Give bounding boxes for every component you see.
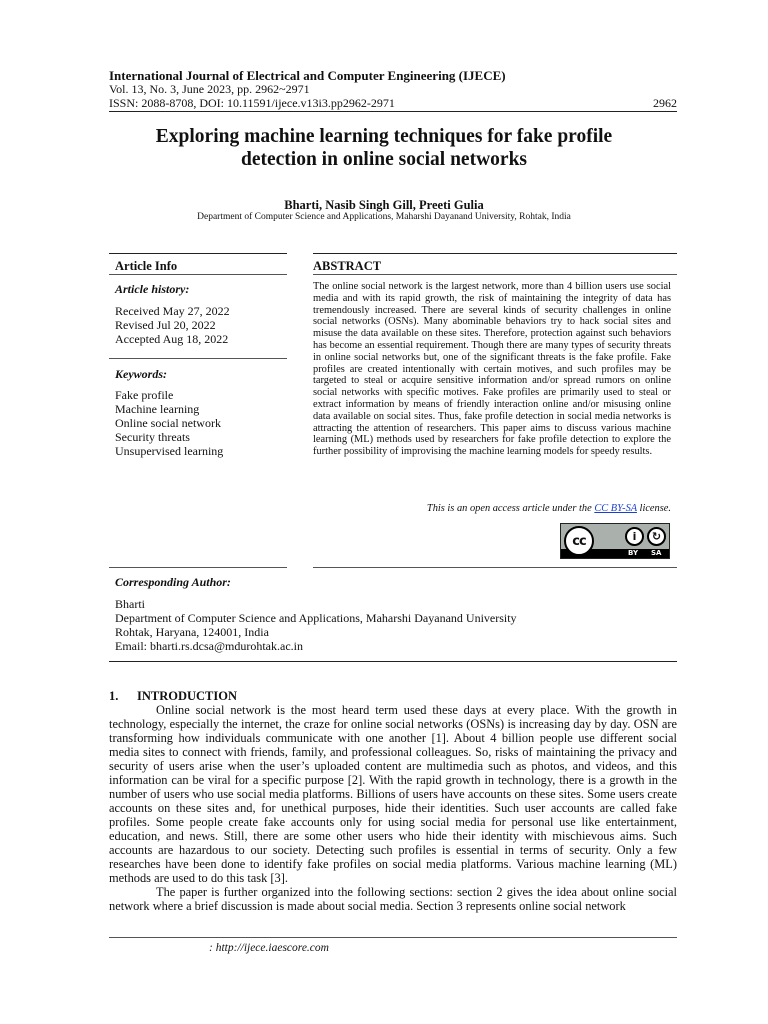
introduction-paragraph-1: Online social network is the most heard term used these days at every place. With the growth in technology, especially the internet, the craze for online social networks (OSNs) is increasing day by day. OSN are transforming how individuals communicate with one another [1]. About 4 billion people use different social media sites to connect with friends, family, and professional colleagues. So, risks of maintaining the privacy and security of users arise when the user’s uploaded content are multimedia such as photos, and videos, and this information can be viral for a specific purpose [2]. With the rapid growth in technology, there is a growth in the number of users who use social media platforms. Billions of users have accounts on these sites. Some users create accounts on these sites and, for unethical purposes, hide their identities. Such user accounts are called fake profiles. Some people create fake accounts only for using social media for personal use like entertainment, education, and news. Still, there are some other users who hide their identity with mischievous aims. Such accounts are hazardous to our society. Detecting such profiles is essential in terms of security. Only a few researches have been done to identify fake profiles on social media platforms. Various machine learning (ML) methods are used to do this task [3]. <box>109 703 677 885</box>
title-line-2: detection in online social networks <box>241 149 527 170</box>
corresponding-author-heading: Corresponding Author: <box>115 575 231 589</box>
keyword-item: Online social network <box>115 416 221 430</box>
corresponding-address: Rohtak, Haryana, 124001, India <box>115 625 269 639</box>
corresponding-department: Department of Computer Science and Applications, Maharshi Dayanand University <box>115 611 517 625</box>
abstract-bottom-rule <box>313 567 677 568</box>
footer-journal-url[interactable]: : http://ijece.iaescore.com <box>209 942 329 954</box>
article-info-top-rule <box>109 253 287 254</box>
corresponding-bottom-rule <box>109 661 677 662</box>
license-prefix: This is an open access article under the <box>426 503 595 514</box>
by-label: BY <box>628 549 639 557</box>
introduction-paragraph-2: The paper is further organized into the following sections: section 2 gives the idea about online social network where a brief discussion is made about social media. Section 3 represents online social network <box>109 885 677 913</box>
cc-by-sa-link[interactable]: CC BY-SA <box>594 503 637 514</box>
corresponding-email: Email: bharti.rs.dcsa@mdurohtak.ac.in <box>115 639 303 653</box>
section-heading-introduction: INTRODUCTION <box>137 689 238 703</box>
authors: Bharti, Nasib Singh Gill, Preeti Gulia <box>284 198 484 212</box>
keyword-item: Unsupervised learning <box>115 444 224 458</box>
keyword-item: Fake profile <box>115 388 174 402</box>
history-divider <box>109 358 287 359</box>
article-history-heading: Article history: <box>115 282 190 296</box>
creative-commons-icon: cc <box>564 526 594 556</box>
footer-rule <box>109 937 677 938</box>
corresponding-author-details <box>115 597 517 653</box>
history-accepted: Accepted Aug 18, 2022 <box>115 332 229 346</box>
abstract-top-rule <box>313 253 677 254</box>
keyword-item: Machine learning <box>115 402 200 416</box>
keywords-list <box>115 388 223 458</box>
license-line <box>313 503 671 514</box>
affiliation: Department of Computer Science and Applications, Maharshi Dayanand University, Rohtak, India <box>197 212 571 222</box>
header-rule <box>109 111 677 112</box>
article-history-list <box>115 304 230 346</box>
abstract-heading-rule <box>313 274 677 275</box>
article-info-heading-rule <box>109 274 287 275</box>
keywords-heading: Keywords: <box>115 367 167 381</box>
history-received: Received May 27, 2022 <box>115 304 230 318</box>
paper-title <box>100 125 668 171</box>
cc-by-sa-badge-icon[interactable] <box>560 523 670 559</box>
introduction-body <box>109 703 677 913</box>
article-info-bottom-rule <box>109 567 287 568</box>
keyword-item: Security threats <box>115 430 190 444</box>
license-suffix: license. <box>636 503 671 514</box>
abstract-text: The online social network is the largest network, more than 4 billion users use social media and with its rapid growth, the risk of maintaining the integrity of data has tremendously increased. There are several kinds of security challenges in online social networks (OSNs). Many abominable behaviors try to hack social sites and misuse the data available on these sites. Therefore, protection against such behaviors has become an essential requirement. Though there are many types of security threats in online social networks but, one of the significant threats is the fake profile. Fake profiles are created intentionally with certain motives, and such profiles may be targeted to steal or acquire sensitive information and/or spread rumors on online social networks with specific motives. Fake profiles are primarily used to steal or extract information by means of friendly interaction online and/or misusing online data available on social sites. Thus, fake profile detection in social media networks is attracting the attention of researchers. This paper aims to discuss various machine learning (ML) methods used by researchers for fake profile detection to explore the further possibility of improvising the machine learning models for speedy results. <box>313 281 671 458</box>
attribution-icon: i <box>625 527 644 546</box>
share-alike-icon: ↻ <box>647 527 666 546</box>
journal-issn-doi: ISSN: 2088-8708, DOI: 10.11591/ijece.v13i3.pp2962-2971 <box>109 96 395 110</box>
corresponding-name: Bharti <box>115 597 145 611</box>
journal-name: International Journal of Electrical and Computer Engineering (IJECE) <box>109 68 506 83</box>
page-number: 2962 <box>653 96 677 110</box>
section-number: 1. <box>109 689 119 703</box>
title-line-1: Exploring machine learning techniques for fake profile <box>155 126 613 147</box>
journal-volume: Vol. 13, No. 3, June 2023, pp. 2962~2971 <box>109 82 310 96</box>
history-revised: Revised Jul 20, 2022 <box>115 318 216 332</box>
abstract-heading: ABSTRACT <box>313 259 382 273</box>
sa-label: SA <box>651 549 662 557</box>
article-info-heading: Article Info <box>115 259 178 273</box>
